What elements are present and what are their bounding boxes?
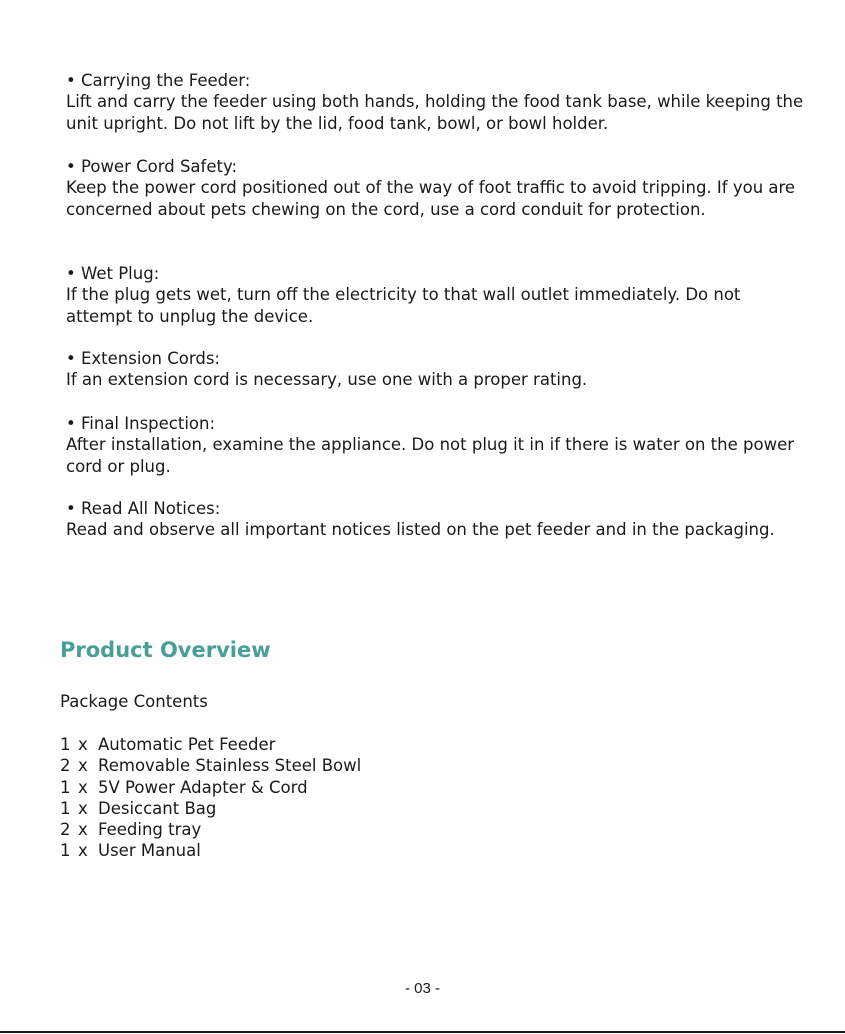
item-quantity: 1 (60, 777, 71, 797)
notice-text: Read and observe all important notices listed on the pet feeder and in the packaging. (66, 520, 775, 540)
item-multiplier: x (78, 735, 88, 754)
item-name: Removable Stainless Steel Bowl (98, 756, 362, 776)
item-multiplier: x (78, 777, 88, 797)
page-number: - 03 - (404, 980, 440, 997)
notice-carrying (66, 70, 806, 134)
notice-text: If an extension cord is necessary, use one with a proper rating. (66, 370, 588, 390)
list-item (60, 734, 361, 755)
item-name: 5V Power Adapter & Cord (98, 777, 308, 797)
list-item (60, 819, 361, 840)
list-item (60, 840, 361, 861)
package-contents-list (60, 734, 361, 862)
item-name: Feeding tray (98, 820, 202, 840)
list-item (60, 777, 361, 798)
item-quantity: 1 (60, 798, 71, 818)
section-title: Product Overview (60, 638, 271, 662)
package-contents-heading: Package Contents (60, 692, 208, 711)
notice-heading: • Read All Notices: (66, 498, 806, 519)
item-name: User Manual (98, 841, 201, 861)
notice-heading: • Final Inspection: (66, 413, 806, 434)
item-multiplier: x (78, 820, 88, 840)
notice-final-inspection (66, 413, 806, 477)
notice-power-cord (66, 156, 806, 220)
item-multiplier: x (78, 756, 88, 776)
notice-text: Lift and carry the feeder using both hands, holding the food tank base, while keeping the unit upright. Do not lift by the lid, food tank, bowl, or bowl holder. (66, 92, 804, 133)
item-quantity: 2 (60, 756, 71, 776)
notice-read-all (66, 498, 806, 541)
notice-wet-plug (66, 263, 806, 327)
item-multiplier: x (78, 798, 88, 818)
notice-extension-cords (66, 348, 806, 391)
notice-text: If the plug gets wet, turn off the electricity to that wall outlet immediately. Do not attempt to unplug the device. (66, 285, 741, 326)
notice-heading: • Carrying the Feeder: (66, 70, 806, 91)
notice-text: Keep the power cord positioned out of the way of foot traffic to avoid tripping. If you are concerned about pets chewing on the cord, use a cord conduit for protection. (66, 178, 796, 219)
item-name: Desiccant Bag (98, 798, 217, 818)
notice-heading: • Power Cord Safety: (66, 156, 806, 177)
list-item (60, 798, 361, 819)
notice-heading: • Extension Cords: (66, 348, 806, 369)
item-quantity: 2 (60, 820, 71, 840)
page-bottom-divider (0, 1031, 845, 1033)
item-multiplier: x (78, 841, 88, 861)
item-quantity: 1 (60, 841, 71, 861)
item-name: Automatic Pet Feeder (98, 735, 276, 754)
notice-heading: • Wet Plug: (66, 263, 806, 284)
list-item (60, 755, 361, 776)
notice-text: After installation, examine the appliance. Do not plug it in if there is water on the power cord or plug. (66, 435, 795, 476)
item-quantity: 1 (60, 735, 71, 754)
